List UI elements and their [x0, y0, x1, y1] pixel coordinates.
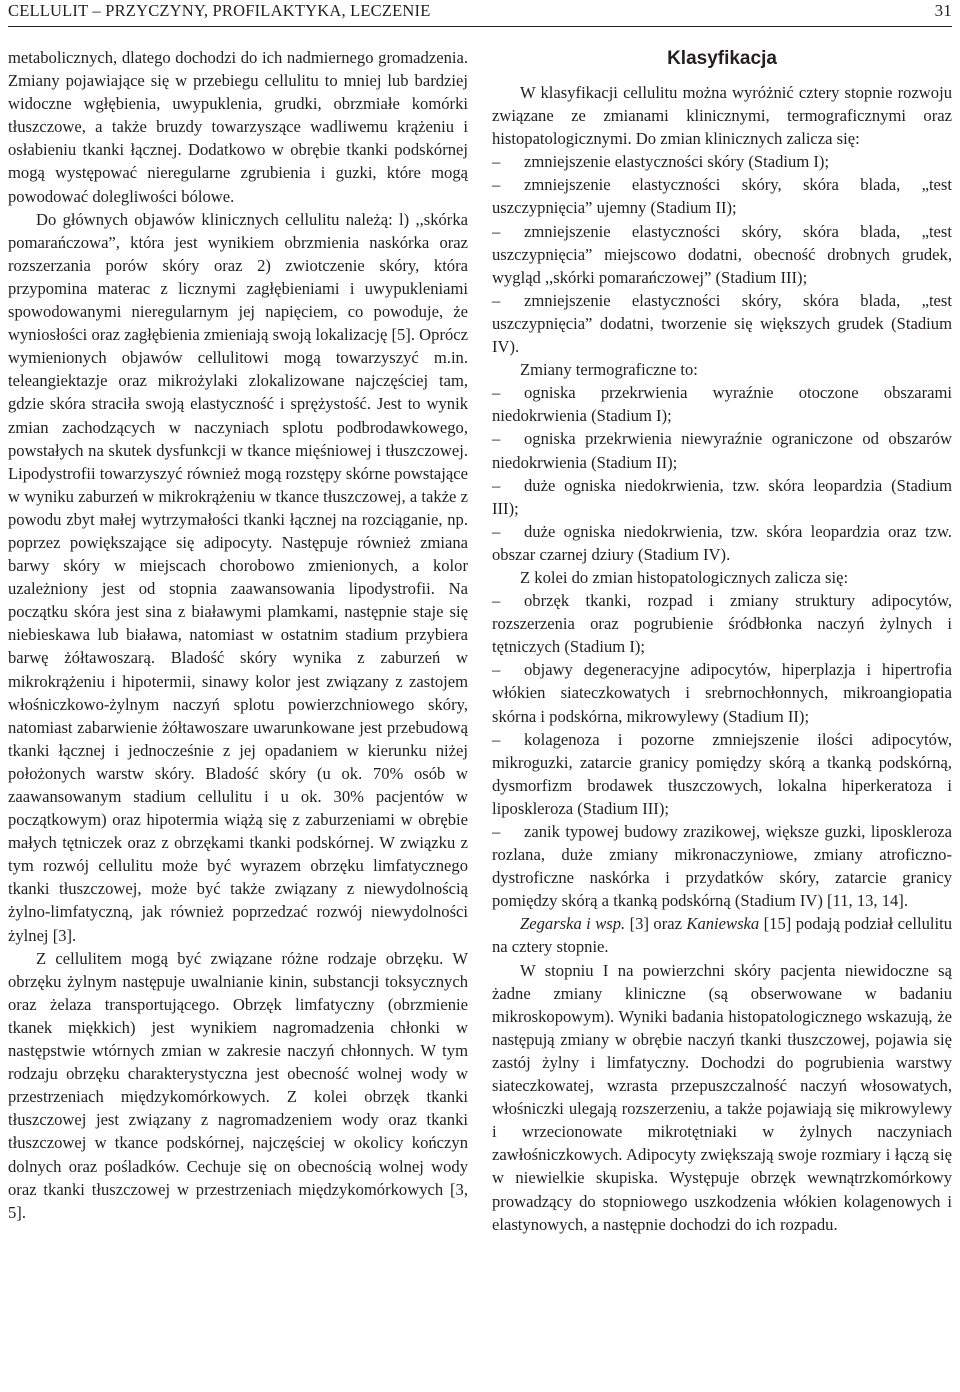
paragraph-symptoms-intro: metabolicznych, dlatego dochodzi do ich nadmiernego gromadzenia. Zmiany pojawiające się w przebiegu cellulitu to mniej lub bardziej widoczne wgłębienia, uwypuklenia, grudki, obrzmiałe komórki tłuszczowe, a także bruzdy towarzyszące wadliwemu krążeniu i osłabieniu tkanki łącznej. Dodatkowo w obrębie tkanki podskórnej mogą występować nieregularne zgrubienia i guzki, które mogą powodować dolegliwości bólowe. — [8, 48, 468, 206]
paragraph-histo-intro: Z kolei do zmian histopatologicznych zalicza się: — [520, 567, 849, 587]
page-number: 31 — [934, 1, 952, 20]
right-column — [492, 46, 952, 1236]
list-item-thermo — [492, 427, 952, 473]
list-item-text: ogniska przekrwienia wyraźnie otoczone obszarami niedokrwienia (Stadium I); — [492, 383, 952, 426]
list-item-clinical — [492, 150, 952, 173]
list-item-text: duże ogniska niedokrwienia, tzw. skóra leopardzia (Stadium III); — [492, 475, 952, 518]
list-item-text: kolagenoza i pozorne zmniejszenie ilości adipocytów, mikroguzki, zatarcie granicy pomiędzy skórą a tkanką podskórną, dysmorfizm brodawek tłuszczowych, lokalna hiperkeratoza i liposkleroza (Stadium III); — [492, 729, 952, 818]
paragraph-classification-intro: W klasyfikacji cellulitu można wyróżnić cztery stopnie rozwoju związane ze zmianami klinicznymi, termograficznymi oraz histopatologicznymi. Do zmian klinicznych zalicza się: — [492, 83, 952, 149]
dash-marker: – — [492, 591, 501, 611]
dash-marker: – — [492, 152, 501, 172]
list-item-clinical — [492, 173, 952, 219]
running-title: CELLULIT – PRZYCZYNY, PROFILAKTYKA, LECZENIE — [8, 1, 431, 20]
list-item-text: zmniejszenie elastyczności skóry, skóra blada, „test uszczypnięcia” dodatni, tworzenie się większych grudek (Stadium IV). — [492, 290, 952, 357]
dash-marker: – — [492, 729, 501, 749]
citation-rest: [15] podają podział cellulitu na cztery stopnie. — [492, 914, 952, 957]
paragraph-stage-one: W stopniu I na powierzchni skóry pacjenta niewidoczne są żadne zmiany kliniczne (są obserwowane w badaniu mikroskopowym). Wyniki badania histopatologicznego wskazują, że następują zmiany w obrębie naczyń tkanki tłuszczowej, pojawia się zastój żylny i limfatyczny. Dochodzi do pogrubienia warstwy siateczkowatej, wzrasta przepuszczalność naczyń włosowatych, włośniczki ulegają rozszerzeniu, a także pojawiają się mikrowylewy i wrzecionowate mikrotętniaki w żylnych naczyniach zawłośniczkowych. Adipocyty zwiększają swoje rozmiary i łączą się w niewielkie skupiska. Występuje obrzęk wewnątrzkomórkowy prowadzący do stopniowego uszkodzenia włókien kolagenowych i elastynowych, a następnie dochodzi do ich rozpadu. — [492, 960, 952, 1234]
list-item-text: duże ogniska niedokrwienia, tzw. skóra leopardzia oraz tzw. obszar czarnej dziury (Stadium IV). — [492, 521, 952, 564]
dash-marker: – — [492, 475, 501, 495]
section-heading-classification: Klasyfikacja — [667, 48, 777, 69]
dash-marker: – — [492, 429, 501, 449]
paragraph-authors-division — [492, 912, 952, 958]
dash-marker: – — [492, 822, 501, 841]
left-column — [8, 46, 468, 1224]
author-citation: Kaniewska — [686, 914, 760, 934]
list-item-text: zmniejszenie elastyczności skóry, skóra blada, „test uszczypnięcia” miejscowo dodatni, obecność drobnych grudek, wygląd ,,skórki pomarańczowej” (Stadium III); — [492, 221, 952, 287]
list-item-thermo — [492, 474, 952, 520]
paragraph-edema-types: Z cellulitem mogą być związane różne rodzaje obrzęku. W obrzęku żylnym następuje uwalnianie kinin, substancji toksycznych oraz żelaza transportującego. Obrzęk limfatyczny (obrzmienie tkanek miękkich) jest wynikiem nagromadzenia chłonki w następstwie wtórnych zmian w zakresie naczyń chłonnych. W tym rodzaju obrzęku charakterystyczna jest obecność wolnej wody w przestrzeniach międzykomórkowych. Z kolei obrzęk tkanki tłuszczowej jest związany z nagromadzeniem wody oraz tkanki tłuszczowej w tkance podskórnej, najczęściej w okolicy kończyn dolnych oraz pośladków. Cechuje się on obecnością wolnej wody oraz tkanki tłuszczowej w przestrzeniach międzykomórkowych [3, 5]. — [8, 948, 468, 1222]
citation-joiner: [3] oraz — [625, 914, 687, 934]
list-item-histo — [492, 820, 952, 912]
paragraph-clinical-symptoms: Do głównych objawów klinicznych cellulitu należą: l) ,,skórka pomarańczowa”, która jest wynikiem obrzmienia naskórka oraz rozszerzania porów skóry oraz 2) zwiotczenie skóry, która przypomina materac z licznymi zagłębieniami i uwypukleniami spowodowanymi nieregularnym jej napięciem, co powoduje, że wyniosłości oraz zagłębienia zmieniają swoją lokalizację [5]. Oprócz wymienionych objawów cellulitowi mogą towarzyszyć m.in. teleangiektazje oraz mikrożylaki zlokalizowane najczęściej tam, gdzie skóra straciła swoją elastyczność i sprężystość. Jest to wynik zmian zachodzących w naczyniach splotu podbrodawkowego, powstałych na skutek dysfunkcji w tkance mięśniowej i tłuszczowej. Lipodystrofii towarzyszyć również mogą rozstępy skórne powstające w wyniku zaburzeń w mikrokrążeniu w tkance tłuszczowej, a także z powodu zbyt małej wytrzymałości tkanki łącznej na rozciąganie, np. poprzez powiększające się adipocyty. Następuje również zmiana barwy skóry w miejscach chorobowo zmienionych, a kolor uzależniony jest od stopnia zaawansowania lipodystrofii. Na początku skóra jest sina z białawymi plamkami, następnie staje się niebieskawa lub biaława, natomiast w ostatnim stadium przybiera barwę żółtawoszarą. Bladość skóry wynika z zaburzeń w mikrokrążeniu i hipotermii, sinawy kolor jest związany z zastojem włośniczkowo-żylnym naczyń splotu powierzchniowego skóry, natomiast zabarwienie żółtawoszare uwarunkowane jest przebudową tkanki łącznej i jednocześnie z jej opadaniem w kierunku niżej położonych warstw skóry. Bladość skóry (u ok. 70% osób w zaawansowanym stadium cellulitu i u ok. 30% pacjentów w początkowym) oraz hipotermia wiążą się z zaburzeniami w obrębie małych tętniczek oraz z obrzękami tkanki podskórnej. W związku z tym rozwój cellulitu może być wyrazem obrzęku limfatycznego tkanki tłuszczowej, może być także związany z niewydolnością żylno-limfatyczną, jak również poprzedzać rozwój niewydolności żylnej [3]. — [8, 209, 468, 945]
list-item-thermo — [492, 520, 952, 566]
list-item-text: zanik typowej budowy zrazikowej, większe guzki, liposkleroza rozlana, duże zmiany mikronaczyniowe, zmiany atroficzno-dystroficzne naskórka i przydatków skóry, zatarcie granicy pomiędzy skórą a tkanką podskórną (Stadium IV) [11, 13, 14]. — [492, 822, 952, 911]
list-item-clinical — [492, 289, 952, 358]
running-header — [8, 0, 952, 27]
list-item-histo — [492, 589, 952, 658]
list-item-text: zmniejszenie elastyczności skóry, skóra blada, „test uszczypnięcia” ujemny (Stadium II); — [492, 175, 952, 218]
list-item-thermo — [492, 381, 952, 427]
dash-marker: – — [492, 521, 501, 541]
list-item-histo — [492, 658, 952, 727]
list-item-clinical — [492, 220, 952, 289]
list-item-text: objawy degeneracyjne adipocytów, hiperplazja i hipertrofia włókien siateczkowatych i srebrnochłonnych, mikroangiopatia skórna i podskórna, mikrowylewy (Stadium II); — [492, 660, 952, 726]
list-item-text: obrzęk tkanki, rozpad i zmiany struktury adipocytów, rozszerzenia oraz pogrubienie śródbłonka naczyń żylnych i tętniczych (Stadium I); — [492, 591, 952, 657]
paragraph-thermo-intro: Zmiany termograficzne to: — [520, 360, 698, 380]
author-citation: Zegarska i wsp. — [520, 914, 626, 934]
dash-marker: – — [492, 290, 501, 310]
list-item-text: zmniejszenie elastyczności skóry (Stadium I); — [524, 152, 830, 172]
list-item-histo — [492, 728, 952, 820]
dash-marker: – — [492, 175, 501, 195]
list-item-text: ogniska przekrwienia niewyraźnie ograniczone od obszarów niedokrwienia (Stadium II); — [492, 429, 952, 472]
dash-marker: – — [492, 383, 501, 403]
dash-marker: – — [492, 660, 501, 680]
dash-marker: – — [492, 221, 501, 241]
